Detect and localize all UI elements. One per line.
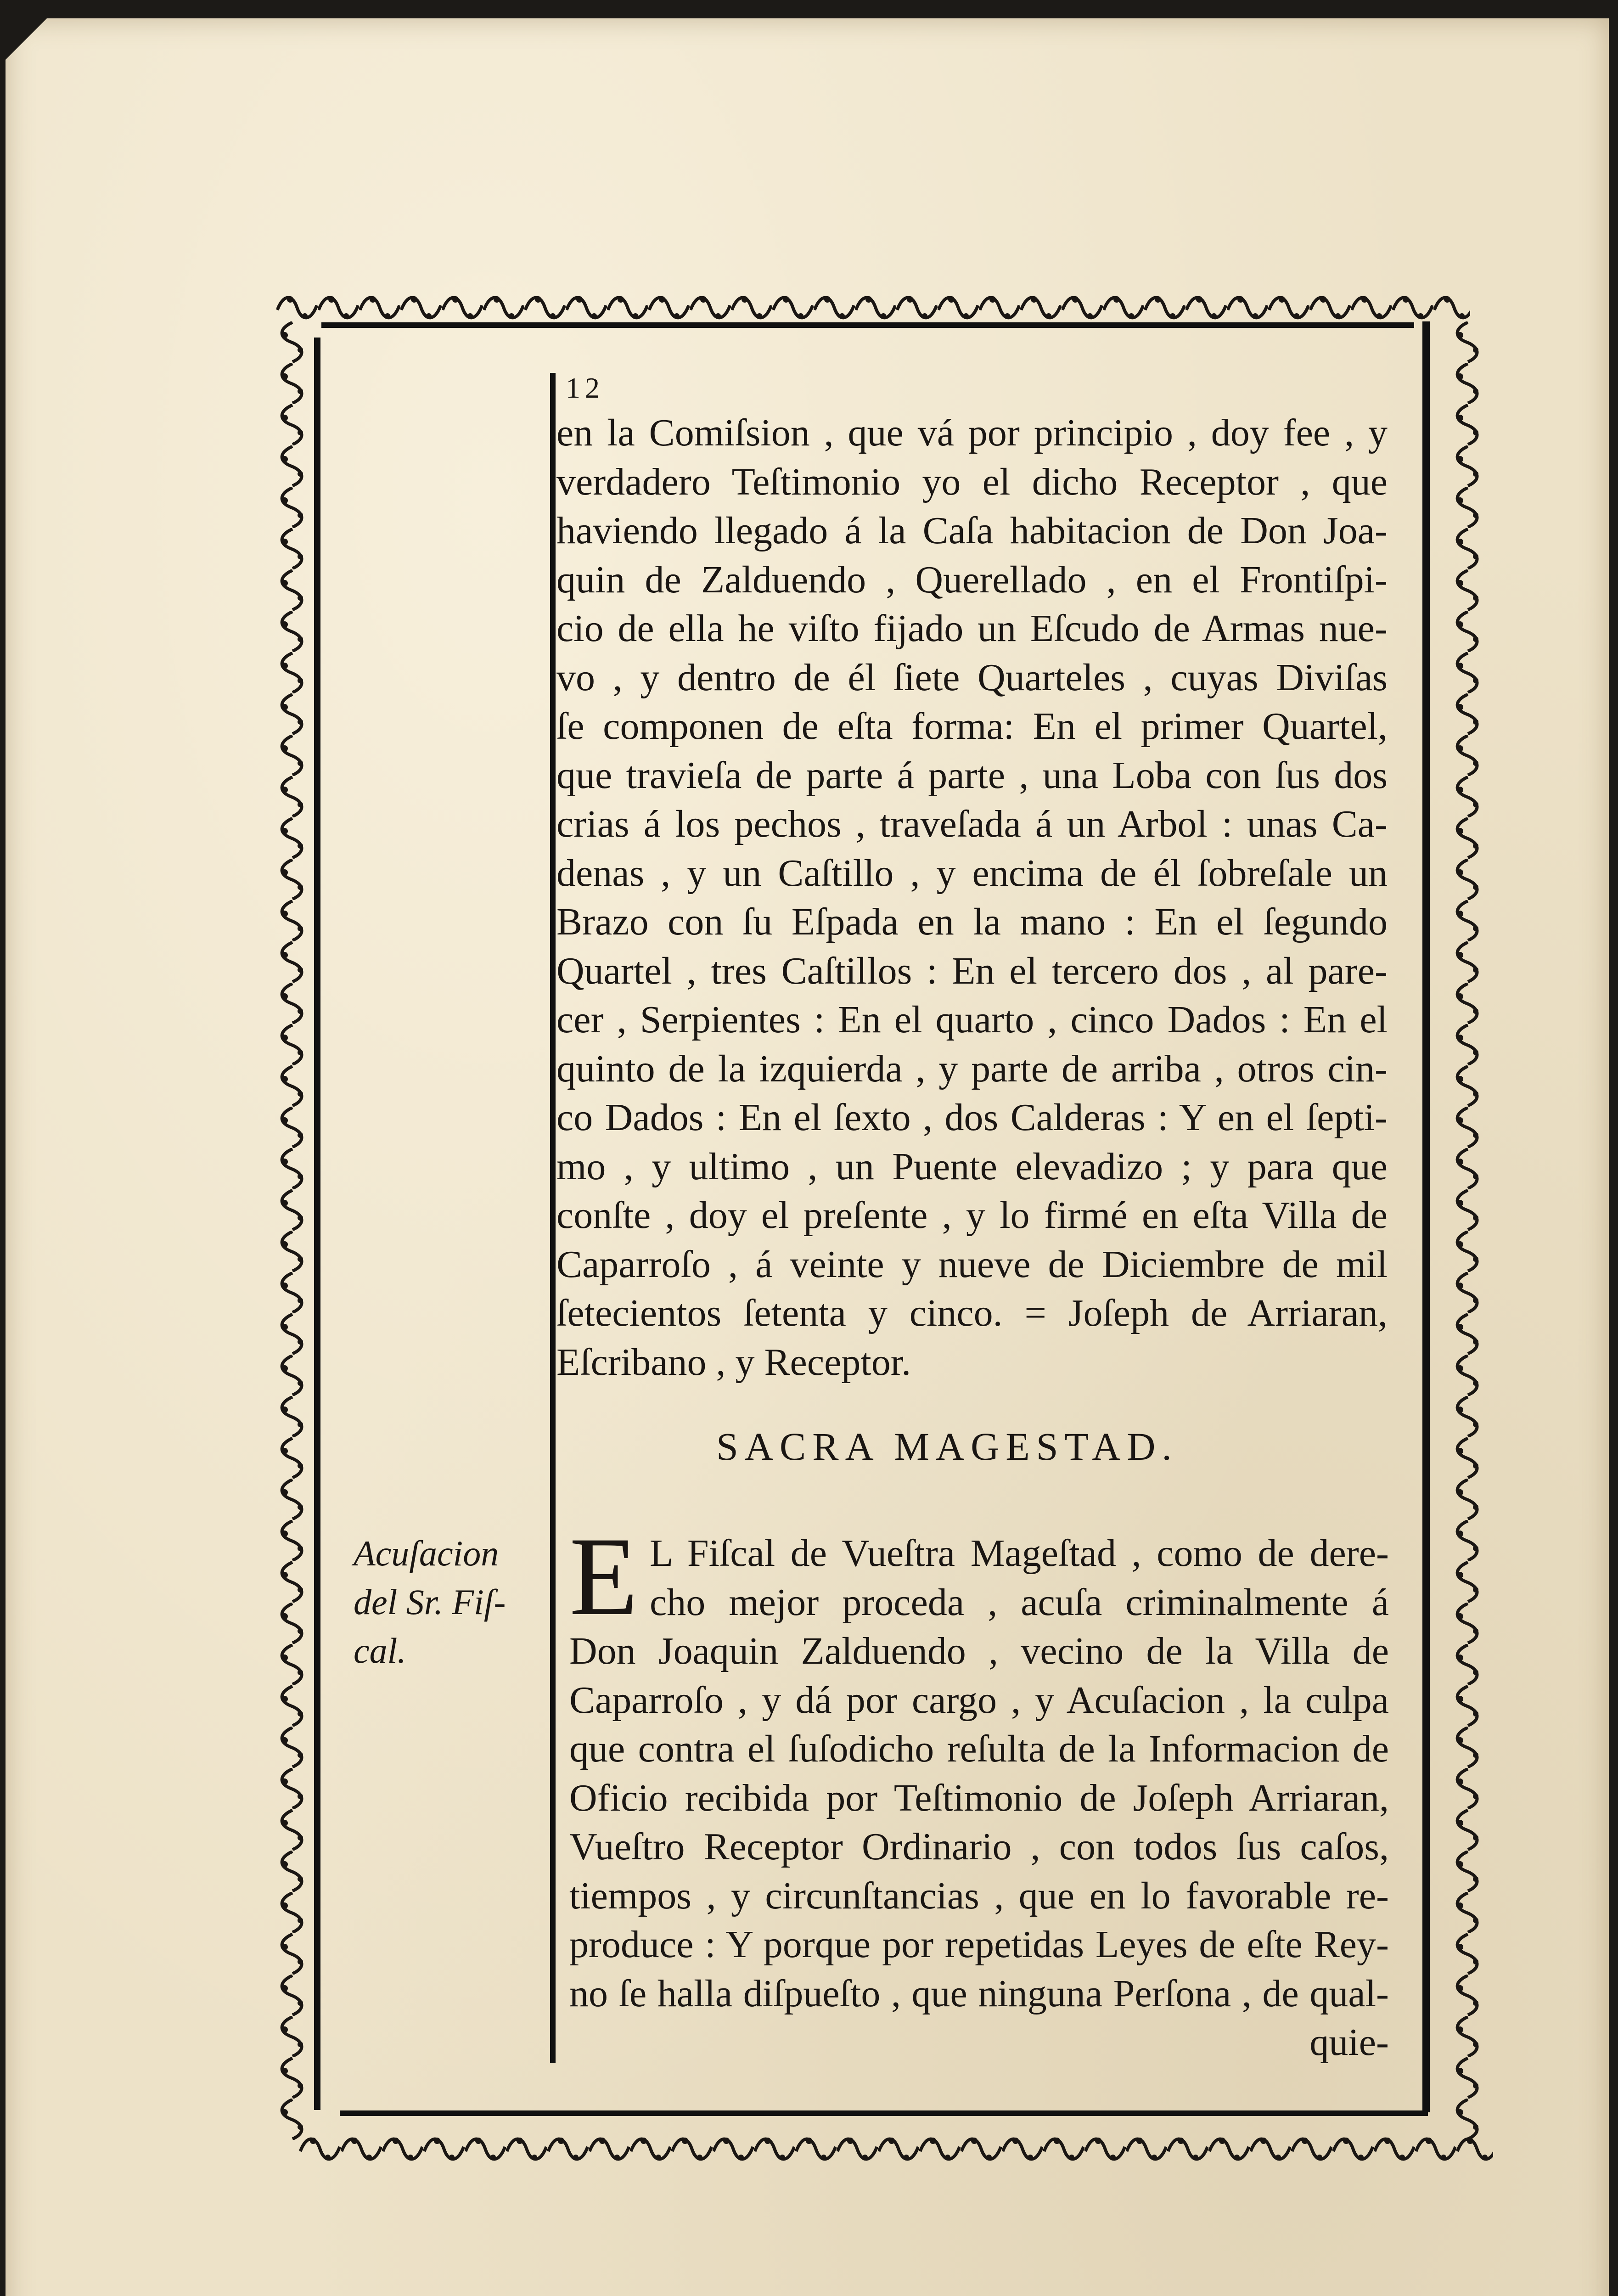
- text-line: en la Comiſsion , que vá por principio , doy fee , y: [556, 411, 1388, 454]
- ornament-border-bottom: [299, 2131, 1493, 2167]
- frame-rule-left: [314, 338, 320, 2110]
- margin-rule: [550, 373, 556, 2063]
- text-line: cio de ella he viſto fijado un Eſcudo de Armas nue-: [556, 607, 1388, 650]
- text-line: produce : Y porque por repetidas Leyes de eſte Rey-: [569, 1923, 1389, 1966]
- text-line: Vueſtro Receptor Ordinario , con todos ſus caſos,: [569, 1825, 1389, 1868]
- ornament-border-left: [276, 321, 309, 2140]
- text-line: haviendo llegado á la Caſa habitacion de Don Joa-: [556, 509, 1388, 552]
- section-heading: SACRA MAGESTAD.: [716, 1424, 1178, 1469]
- text-line: verdadero Teſtimonio yo el dicho Receptor , que: [556, 460, 1388, 503]
- text-line: co Dados : En el ſexto , dos Calderas : Y en el ſepti-: [556, 1096, 1388, 1139]
- text-line: que travieſa de parte á parte , una Loba con ſus dos: [556, 754, 1388, 797]
- text-line: Caparroſo , á veinte y nueve de Diciembre de mil: [556, 1243, 1388, 1286]
- text-line: cer , Serpientes : En el quarto , cinco Dados : En el: [556, 998, 1388, 1041]
- text-line: Brazo con ſu Eſpada en la mano : En el ſegundo: [556, 900, 1388, 943]
- text-line: no ſe halla diſpueſto , que ninguna Perſona , de qual-: [569, 1972, 1389, 2015]
- text-line: ſetecientos ſetenta y cinco. = Joſeph de Arriaran,: [556, 1292, 1388, 1334]
- ornament-border-right: [1452, 321, 1484, 2140]
- text-line: conſte , doy el preſente , y lo firmé en eſta Villa de: [556, 1194, 1388, 1237]
- frame-rule-bottom: [340, 2110, 1428, 2116]
- marginal-note-line: cal.: [354, 1631, 406, 1671]
- second-passage: [569, 1529, 1389, 2067]
- first-passage: [556, 409, 1388, 1387]
- text-line: que contra el ſuſodicho reſulta de la Informacion de: [569, 1728, 1389, 1770]
- text-line: crias á los pechos , traveſada á un Arbol : unas Ca-: [556, 803, 1388, 845]
- text-line: quin de Zalduendo , Querellado , en el Frontiſpi-: [556, 558, 1388, 601]
- frame-rule-top: [321, 322, 1414, 328]
- text-line: Oficio recibida por Teſtimonio de Joſeph Arriaran,: [569, 1776, 1389, 1819]
- text-line: mo , y ultimo , un Puente elevadizo ; y para que: [556, 1145, 1388, 1188]
- text-line: Eſcribano , y Receptor.: [556, 1340, 911, 1384]
- marginal-note-line: Acuſacion: [354, 1533, 499, 1573]
- text-line: vo , y dentro de él ſiete Quarteles , cuyas Diviſas: [556, 656, 1388, 699]
- text-line: ſe componen de eſta forma: En el primer Quartel,: [556, 705, 1388, 748]
- text-line: cho mejor proceda , acuſa criminalmente á: [650, 1581, 1389, 1624]
- text-line: Quartel , tres Caſtillos : En el tercero dos , al pare-: [556, 949, 1388, 992]
- page-number: 12: [566, 371, 604, 404]
- text-line: Caparroſo , y dá por cargo , y Acuſacion , la culpa: [569, 1678, 1389, 1722]
- catchword: quie-: [1309, 2021, 1389, 2064]
- text-line: quinto de la izquierda , y parte de arriba , otros cin-: [556, 1047, 1388, 1090]
- text-line: tiempos , y circunſtancias , que en lo favorable re-: [569, 1874, 1389, 1917]
- drop-cap: E: [569, 1514, 638, 1638]
- ornament-border-top: [276, 289, 1470, 326]
- marginal-note: [354, 1529, 542, 1675]
- marginal-note-line: del Sr. Fiſ-: [354, 1582, 506, 1622]
- frame-rule-right: [1422, 321, 1430, 2112]
- text-line: Don Joaquin Zalduendo , vecino de la Villa de: [569, 1630, 1389, 1672]
- text-line: denas , y un Caſtillo , y encima de él ſobreſale un: [556, 851, 1388, 895]
- text-line: L Fiſcal de Vueſtra Mageſtad , como de dere-: [650, 1532, 1389, 1575]
